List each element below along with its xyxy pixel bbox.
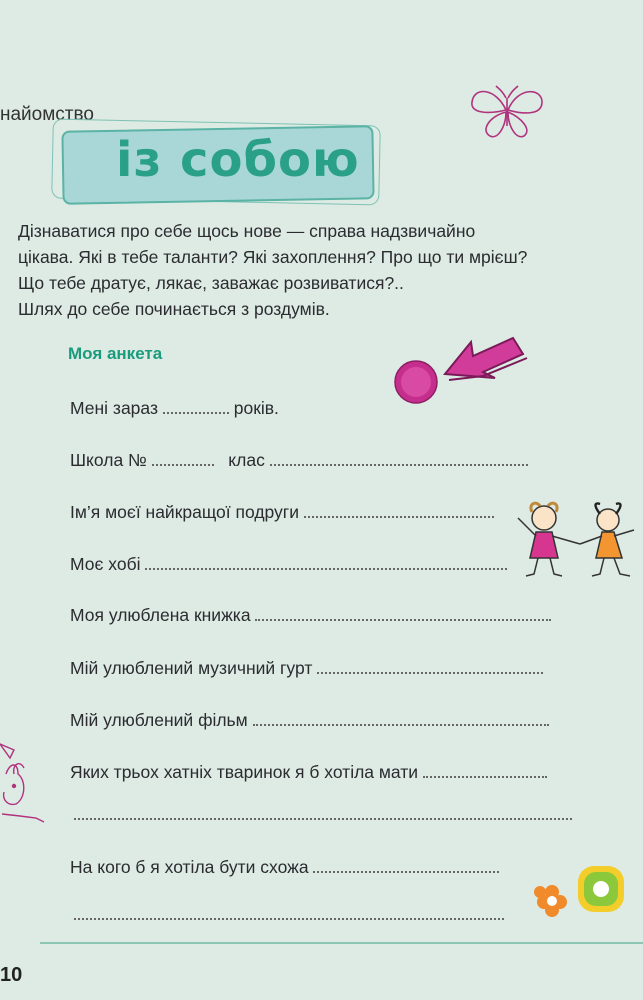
page-number: 10 bbox=[0, 964, 23, 986]
lookalike-field[interactable] bbox=[313, 857, 499, 873]
age-row bbox=[70, 398, 279, 419]
intro-line: Дізнаватися про себе щось нове — справа надзвичайно bbox=[18, 221, 476, 241]
film-row bbox=[70, 710, 549, 731]
hobby-field[interactable] bbox=[145, 554, 507, 570]
book-row bbox=[70, 605, 551, 626]
age-prefix: Мені зараз bbox=[70, 398, 158, 418]
intro-line: цікава. Які в тебе таланти? Які захоплення? Про що ти мрієш? bbox=[18, 247, 528, 267]
page-title: із собою bbox=[116, 132, 360, 188]
intro-line: Що тебе дратує, лякає, заважає розвиватися?.. bbox=[18, 273, 404, 293]
class-label: клас bbox=[228, 450, 265, 470]
lookalike-row bbox=[70, 857, 499, 878]
school-row bbox=[70, 450, 528, 471]
pets-field-extra-line[interactable] bbox=[74, 818, 572, 820]
intro-paragraph bbox=[18, 218, 578, 322]
school-number-field[interactable] bbox=[152, 450, 214, 466]
film-label: Мій улюблений фільм bbox=[70, 710, 248, 730]
flowers-icon bbox=[530, 862, 643, 926]
film-field[interactable] bbox=[253, 710, 549, 726]
heading-prefix: найомство bbox=[0, 104, 94, 125]
age-field[interactable] bbox=[163, 398, 229, 414]
book-label: Моя улюблена книжка bbox=[70, 605, 251, 625]
lookalike-label: На кого б я хотіла бути схожа bbox=[70, 857, 309, 877]
band-field[interactable] bbox=[317, 658, 543, 674]
class-field[interactable] bbox=[270, 450, 528, 466]
lookalike-field-extra-line[interactable] bbox=[74, 918, 504, 920]
footer-divider bbox=[40, 942, 643, 944]
butterfly-icon bbox=[466, 80, 548, 144]
age-suffix: років. bbox=[233, 398, 279, 418]
school-label: Школа № bbox=[70, 450, 147, 470]
pets-label: Яких трьох хатніх тваринок я б хотіла мати bbox=[70, 762, 419, 782]
intro-line: Шлях до себе починається з роздумів. bbox=[18, 299, 330, 319]
friend-field[interactable] bbox=[304, 502, 494, 518]
band-label: Мій улюблений музичний гурт bbox=[70, 658, 313, 678]
book-field[interactable] bbox=[255, 605, 551, 621]
pets-field[interactable] bbox=[423, 762, 547, 778]
hobby-row bbox=[70, 554, 507, 575]
pink-circle-arrow-icon bbox=[393, 328, 533, 408]
questionnaire-title: Моя анкета bbox=[68, 344, 163, 363]
friend-label: Ім’я моєї найкращої подруги bbox=[70, 502, 299, 522]
hobby-label: Моє хобі bbox=[70, 554, 141, 574]
girls-holding-hands-icon bbox=[510, 496, 643, 588]
band-row bbox=[70, 658, 543, 679]
pets-row bbox=[70, 762, 547, 783]
bunny-doodle-icon bbox=[0, 734, 48, 828]
friend-row bbox=[70, 502, 494, 523]
